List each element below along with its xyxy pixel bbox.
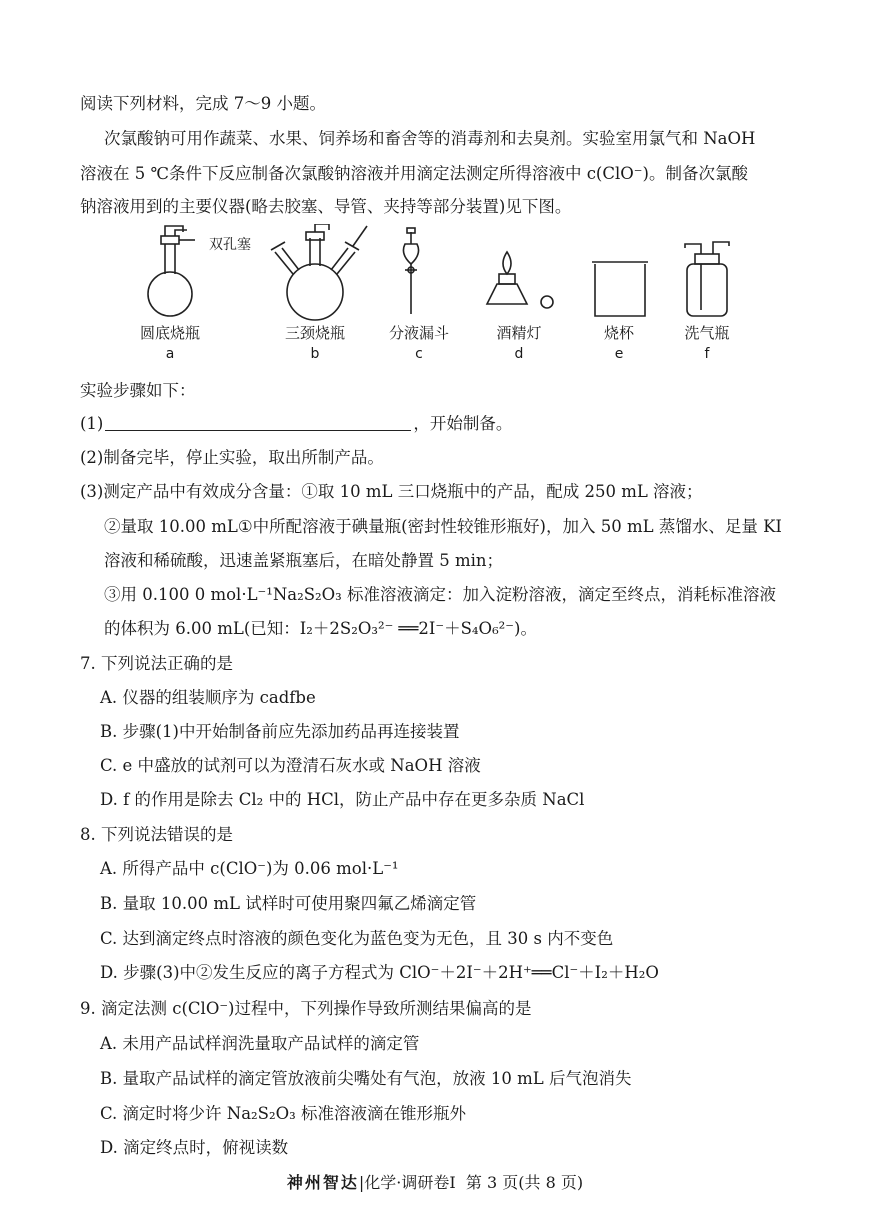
step-3: (3)测定产品中有效成分含量：①取 10 mL 三口烧瓶中的产品，配成 250 mL 溶液； bbox=[80, 482, 703, 501]
round-bottom-flask-icon bbox=[148, 226, 195, 316]
q8-option-b: B. 量取 10.00 mL 试样时可使用聚四氟乙烯滴定管 bbox=[100, 894, 477, 913]
q9-option-a: A. 未用产品试样润洗量取产品试样的滴定管 bbox=[100, 1034, 420, 1053]
q7-option-a: A. 仪器的组装顺序为 cadfbe bbox=[100, 688, 316, 707]
material-line-2: 溶液在 5 ℃条件下反应制备次氯酸钠溶液并用滴定法测定所得溶液中 c(ClO⁻)。制备次氯酸 bbox=[80, 164, 748, 183]
q7-option-c: C. e 中盛放的试剂可以为澄清石灰水或 NaOH 溶液 bbox=[100, 756, 481, 775]
q9-option-d: D. 滴定终点时，俯视读数 bbox=[100, 1138, 289, 1157]
step-3-2-line-2: 溶液和稀硫酸，迅速盖紧瓶塞后，在暗处静置 5 min； bbox=[104, 551, 504, 570]
gas-washing-bottle-icon bbox=[685, 242, 729, 316]
apparatus-name-f: 洗气瓶 bbox=[684, 324, 730, 342]
alcohol-lamp-icon bbox=[487, 252, 553, 308]
apparatus-name-c: 分液漏斗 bbox=[388, 324, 449, 342]
double-hole-stopper-label: 双孔塞 bbox=[209, 237, 251, 253]
step-1-prefix: (1) bbox=[80, 414, 104, 433]
apparatus-name-d: 酒精灯 bbox=[496, 324, 542, 342]
intro-line: 阅读下列材料，完成 7～9 小题。 bbox=[80, 94, 326, 113]
apparatus-figure bbox=[135, 224, 755, 364]
apparatus-letter-f: f bbox=[704, 346, 710, 362]
q7-option-d: D. f 的作用是除去 Cl₂ 中的 HCl，防止产品中存在更多杂质 NaCl bbox=[100, 790, 585, 809]
answer-blank[interactable] bbox=[105, 414, 411, 431]
q8-option-a: A. 所得产品中 c(ClO⁻)为 0.06 mol·L⁻¹ bbox=[100, 859, 399, 878]
apparatus-name-e: 烧杯 bbox=[603, 324, 634, 342]
footer-page-number: 第 3 页(共 8 页) bbox=[465, 1173, 584, 1192]
apparatus-name-a: 圆底烧瓶 bbox=[139, 324, 200, 342]
q9-stem: 9. 滴定法测 c(ClO⁻)过程中，下列操作导致所测结果偏高的是 bbox=[80, 999, 532, 1018]
apparatus-name-b: 三颈烧瓶 bbox=[284, 324, 345, 342]
apparatus-letter-b: b bbox=[310, 346, 320, 362]
beaker-icon bbox=[592, 262, 648, 316]
apparatus-letter-a: a bbox=[165, 346, 175, 362]
apparatus-letter-e: e bbox=[614, 346, 624, 362]
step-3-3-line-2: 的体积为 6.00 mL(已知：I₂＋2S₂O₃²⁻ ══2I⁻＋S₄O₆²⁻)。 bbox=[104, 619, 537, 638]
step-1-suffix: ，开始制备。 bbox=[413, 414, 513, 433]
q8-stem: 8. 下列说法错误的是 bbox=[80, 825, 233, 844]
apparatus-letter-d: d bbox=[514, 346, 524, 362]
apparatus-letter-c: c bbox=[415, 346, 423, 362]
q7-stem: 7. 下列说法正确的是 bbox=[80, 654, 233, 673]
step-2: (2)制备完毕，停止实验，取出所制产品。 bbox=[80, 448, 384, 467]
footer-brand: 神州智达 bbox=[286, 1173, 359, 1192]
q8-option-d: D. 步骤(3)中②发生反应的离子方程式为 ClO⁻＋2I⁻＋2H⁺══Cl⁻＋I₂＋H₂O bbox=[100, 963, 659, 982]
steps-heading: 实验步骤如下： bbox=[80, 381, 196, 400]
separatory-funnel-icon bbox=[403, 228, 418, 314]
step-1 bbox=[80, 410, 512, 434]
q9-option-b: B. 量取产品试样的滴定管放液前尖嘴处有气泡，放液 10 mL 后气泡消失 bbox=[100, 1069, 632, 1088]
material-line-1: 次氯酸钠可用作蔬菜、水果、饲养场和畜舍等的消毒剂和去臭剂。实验室用氯气和 NaOH bbox=[104, 129, 756, 148]
page-footer bbox=[0, 1170, 870, 1193]
footer-subject: 化学·调研卷Ⅰ bbox=[364, 1173, 456, 1192]
footer-divider: | bbox=[358, 1173, 365, 1192]
step-3-2-line-1: ②量取 10.00 mL①中所配溶液于碘量瓶(密封性较锥形瓶好)，加入 50 mL 蒸馏水、足量 KI bbox=[104, 517, 782, 536]
step-3-3-line-1: ③用 0.100 0 mol·L⁻¹Na₂S₂O₃ 标准溶液滴定：加入淀粉溶液，滴定至终点，消耗标准溶液 bbox=[104, 585, 777, 604]
three-neck-flask-icon bbox=[271, 224, 367, 320]
q7-option-b: B. 步骤(1)中开始制备前应先添加药品再连接装置 bbox=[100, 722, 460, 741]
q8-option-c: C. 达到滴定终点时溶液的颜色变化为蓝色变为无色，且 30 s 内不变色 bbox=[100, 929, 614, 948]
material-line-3: 钠溶液用到的主要仪器(略去胶塞、导管、夹持等部分装置)见下图。 bbox=[80, 197, 572, 216]
q9-option-c: C. 滴定时将少许 Na₂S₂O₃ 标准溶液滴在锥形瓶外 bbox=[100, 1104, 466, 1123]
